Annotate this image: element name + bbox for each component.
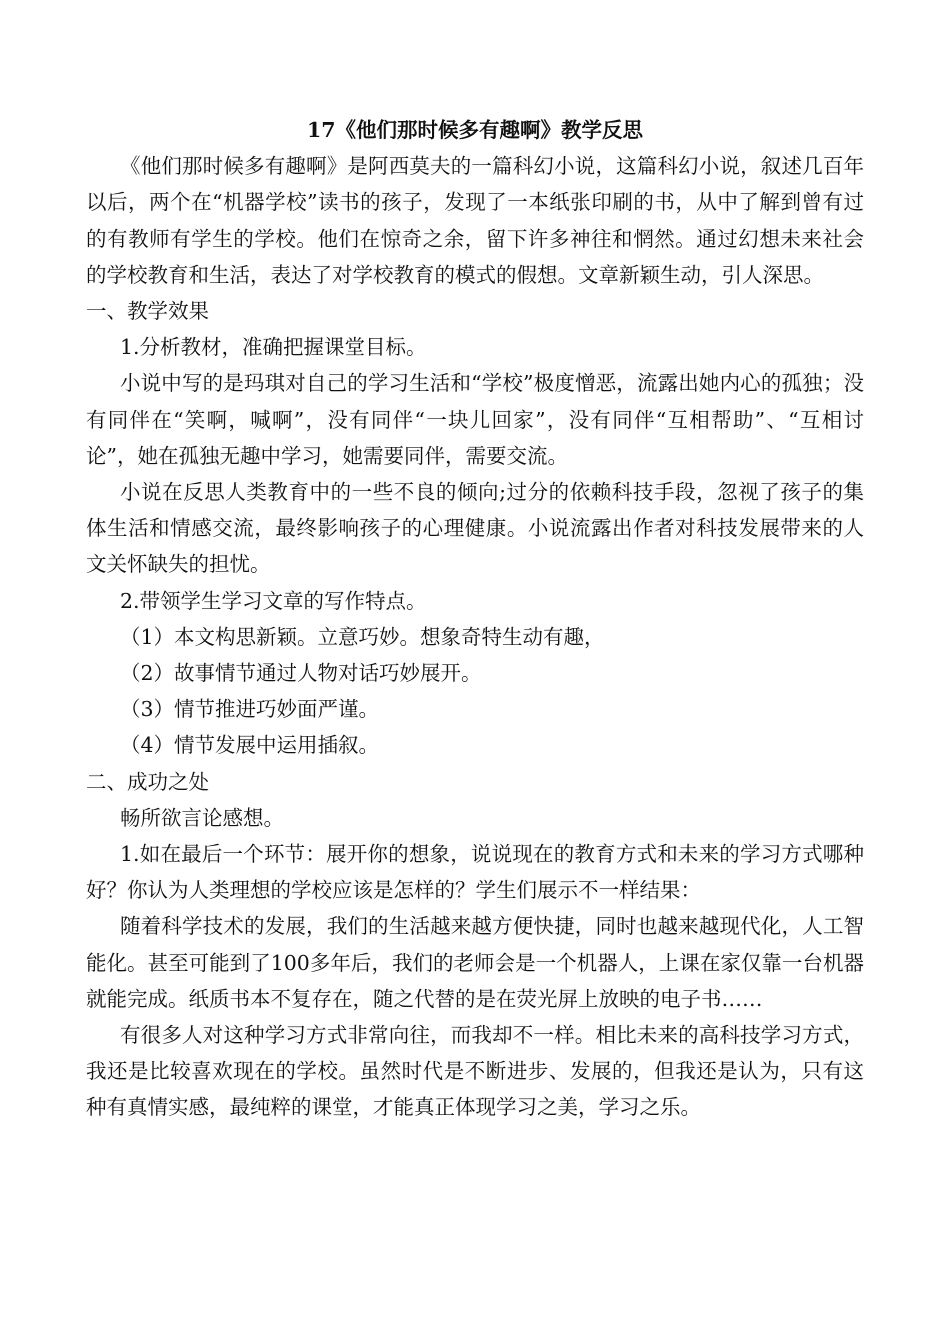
body-paragraph: 小说在反思人类教育中的一些不良的倾向;过分的依赖科技手段，忽视了孩子的集体生活和情感交流，最终影响孩子的心理健康。小说流露出作者对科技发展带来的人文关怀缺失的担忧。: [86, 480, 864, 577]
document-page: [86, 112, 864, 1126]
section-point: 1.如在最后一个环节：展开你的想象，说说现在的教育方式和未来的学习方式哪种好？你认为人类理想的学校应该是怎样的？学生们展示不一样结果：: [86, 842, 864, 903]
intro-paragraph: 《他们那时候多有趣啊》是阿西莫夫的一篇科幻小说，这篇科幻小说，叙述几百年以后，两个在“机器学校”读书的孩子，发现了一本纸张印刷的书，从中了解到曾有过的有教师有学生的学校。他们在惊奇之余，留下许多神往和惘然。通过幻想未来社会的学校教育和生活，表达了对学校教育的模式的假想。文章新颖生动，引人深思。: [86, 154, 864, 287]
list-item: （4）情节发展中运用插叙。: [120, 733, 380, 758]
body-paragraph: 小说中写的是玛琪对自己的学习生活和“学校”极度憎恶，流露出她内心的孤独；没有同伴在“笑啊，喊啊”，没有同伴“一块儿回家”，没有同伴“互相帮助”、“互相讨论”，她在孤独无趣中学习，她需要同伴，需要交流。: [86, 371, 864, 468]
section-heading: 二、成功之处: [86, 769, 209, 794]
body-paragraph: 随着科学技术的发展，我们的生活越来越方便快捷，同时也越来越现代化，人工智能化。甚至可能到了100多年后，我们的老师会是一个机器人，上课在家仅靠一台机器就能完成。纸质书本不复存在，随之代替的是在荧光屏上放映的电子书……: [86, 914, 864, 1011]
list-item: （2）故事情节通过人物对话巧妙展开。: [120, 661, 482, 686]
list-item: （1）本文构思新颖。立意巧妙。想象奇特生动有趣，: [120, 624, 605, 649]
section-heading: 一、教学效果: [86, 299, 209, 324]
document-title: 17《他们那时候多有趣啊》教学反思: [306, 118, 644, 142]
section-point: 2.带领学生学习文章的写作特点。: [120, 588, 427, 613]
body-paragraph: 有很多人对这种学习方式非常向往，而我却不一样。相比未来的高科技学习方式，我还是比较喜欢现在的学校。虽然时代是不断进步、发展的，但我还是认为，只有这种有真情实感，最纯粹的课堂，才能真正体现学习之美，学习之乐。: [86, 1023, 864, 1120]
list-item: （3）情节推进巧妙面严谨。: [120, 697, 380, 722]
section-point: 1.分析教材，准确把握课堂目标。: [120, 335, 427, 360]
section-lead: 畅所欲言论感想。: [120, 805, 284, 830]
